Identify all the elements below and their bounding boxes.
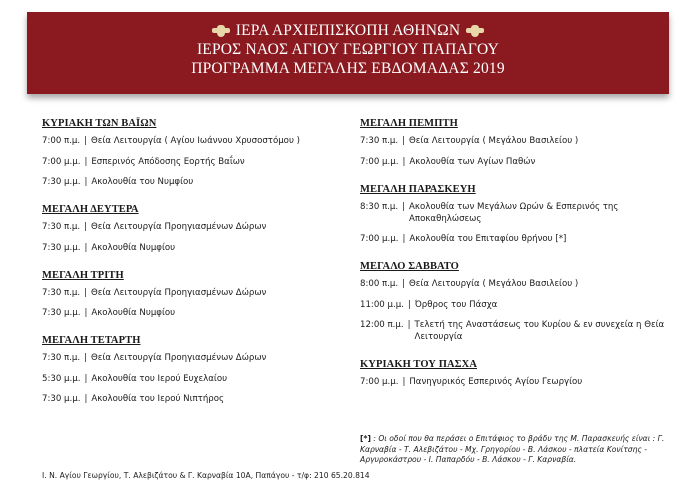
service-description: Θεία Λειτουργία Προηγιασμένων Δώρων <box>91 353 267 363</box>
separator: | <box>84 242 88 253</box>
service-description: Πανηγυρικός Εσπερινός Αγίου Γεωργίου <box>409 377 583 387</box>
day-section <box>360 118 670 168</box>
service-description: Θεία Λειτουργία Προηγιασμένων Δώρων <box>91 287 267 298</box>
separator: | <box>402 201 406 212</box>
separator: | <box>402 156 406 167</box>
service-description: Θεία Λειτουργία ( Μεγάλου Βασιλείου ) <box>409 136 579 146</box>
footer-address: Ι. Ν. Αγίου Γεωργίου, Τ. Αλεβιζάτου & Γ. Καρναβία 10Α, Παπάγου - τ/φ: 210 65.20.814 <box>42 471 370 480</box>
service-item <box>42 176 347 188</box>
service-time: 7:30 μ.μ. <box>42 308 81 318</box>
day-section <box>42 335 347 405</box>
service-item <box>360 201 670 225</box>
separator: | <box>84 287 88 298</box>
service-description: Ακολουθία του Ιερού Νιπτήρος <box>91 394 225 404</box>
separator: | <box>84 222 88 232</box>
header-banner <box>27 12 669 94</box>
service-time: 8:00 π.μ. <box>360 279 399 289</box>
archdiocese-title: ΙΕΡΑ ΑΡΧΙΕΠΙΣΚΟΠΗ ΑΘΗΝΩΝ <box>235 22 461 39</box>
service-time: 7:30 π.μ. <box>360 136 399 146</box>
church-title: ΙΕΡΟΣ ΝΑΟΣ ΑΓΙΟΥ ΓΕΩΡΓΙΟΥ ΠΑΠΑΓΟΥ <box>196 41 500 58</box>
service-time: 7:00 μ.μ. <box>42 156 81 167</box>
separator: | <box>402 234 406 244</box>
separator: | <box>84 156 88 167</box>
byzantine-eagle-icon <box>212 24 230 38</box>
note-marker: [*] <box>360 434 371 443</box>
day-heading: ΜΕΓΑΛΟ ΣΑΒΒΑΤΟ <box>360 261 459 272</box>
service-item <box>42 307 347 319</box>
separator: | <box>402 377 406 387</box>
service-time: 7:30 π.μ. <box>42 287 81 298</box>
day-section <box>42 204 347 254</box>
service-time: 7:00 μ.μ. <box>360 234 399 244</box>
separator: | <box>84 394 88 404</box>
day-heading: ΜΕΓΑΛΗ ΠΑΡΑΣΚΕΥΗ <box>360 183 476 195</box>
service-time: 12:00 π.μ. <box>360 320 404 330</box>
note-text: : Οι οδοί που θα περάσει ο Επιτάφιος το βράδυ της Μ. Παρασκευής είναι : Γ. Καρναβία - Τ. Αλεβιζάτου - Μχ. Γρηγορίου - Β. Λάσκου - πλατεία Κονίτσης - Αργυροκάστρου - Ι. Παπαρδόυ - Β. Λάσκου - Γ. Καρναβία. <box>360 434 665 464</box>
service-description: Ακολουθία του Νυμφίου <box>91 177 194 187</box>
service-description: Όρθρος του Πάσχα <box>414 299 498 310</box>
separator: | <box>84 353 88 363</box>
service-time: 7:30 π.μ. <box>42 353 81 363</box>
service-item <box>42 287 347 299</box>
service-item <box>360 299 670 311</box>
day-section <box>360 359 670 388</box>
service-item <box>360 135 670 147</box>
service-time: 7:00 π.μ. <box>42 136 81 146</box>
service-time: 7:30 μ.μ. <box>42 394 81 404</box>
separator: | <box>84 177 88 187</box>
day-section <box>42 270 347 320</box>
schedule-left-column <box>42 118 347 421</box>
service-item <box>42 373 347 385</box>
day-section <box>360 261 670 343</box>
service-item <box>42 135 347 147</box>
service-description: Θεία Λειτουργία ( Μεγάλου Βασιλείου ) <box>409 279 579 289</box>
service-item <box>360 278 670 290</box>
service-description: Τελετή της Αναστάσεως του Κυρίου & εν συνεχεία η Θεία Λειτουργία <box>414 320 665 342</box>
separator: | <box>407 299 411 310</box>
program-title: ΠΡΟΓΡΑΜΜΑ ΜΕΓΑΛΗΣ ΕΒΔΟΜΑΔΑΣ 2019 <box>191 60 505 77</box>
service-time: 7:30 π.μ. <box>42 222 81 232</box>
service-description: Ακολουθία του Επιταφίου θρήνου [*] <box>409 234 567 244</box>
service-description: Θεία Λειτουργία Προηγιασμένων Δώρων <box>91 222 267 232</box>
service-time: 7:30 μ.μ. <box>42 177 81 187</box>
day-heading: ΜΕΓΑΛΗ ΤΡΙΤΗ <box>42 269 124 281</box>
service-item <box>42 393 347 405</box>
byzantine-eagle-icon <box>466 24 484 38</box>
header-line-1 <box>27 21 669 40</box>
separator: | <box>402 136 406 146</box>
separator: | <box>84 308 88 318</box>
day-heading: ΜΕΓΑΛΗ ΔΕΥΤΕΡΑ <box>42 204 139 215</box>
service-description: Θεία Λειτουργία ( Αγίου Ιωάννου Χρυσοστόμου ) <box>91 136 300 146</box>
service-time: 7:00 μ.μ. <box>360 156 399 167</box>
service-item <box>42 352 347 364</box>
service-description: Εσπερινός Απόδοσης Εορτής Βαΐων <box>91 156 245 167</box>
schedule-right-column <box>360 118 670 404</box>
service-item <box>42 156 347 168</box>
service-time: 8:30 π.μ. <box>360 201 399 212</box>
service-item <box>360 319 670 343</box>
separator: | <box>402 279 406 289</box>
service-item <box>42 242 347 254</box>
service-item <box>360 233 670 245</box>
day-section <box>42 118 347 188</box>
day-heading: ΜΕΓΑΛΗ ΤΕΤΑΡΤΗ <box>42 335 141 346</box>
day-heading: ΜΕΓΑΛΗ ΠΕΜΠΤΗ <box>360 118 458 129</box>
service-time: 7:00 μ.μ. <box>360 377 399 387</box>
service-description: Ακολουθία των Μεγάλων Ωρών & Εσπερινός της Αποκαθηλώσεως <box>409 201 619 224</box>
service-time: 7:30 μ.μ. <box>42 242 81 253</box>
service-time: 11:00 μ.μ. <box>360 299 404 310</box>
service-item <box>360 376 670 388</box>
service-description: Ακολουθία Νυμφίου <box>91 308 176 318</box>
service-item <box>360 156 670 168</box>
separator: | <box>84 136 88 146</box>
day-section <box>360 184 670 246</box>
separator: | <box>407 320 411 330</box>
procession-note <box>360 434 680 466</box>
service-description: Ακολουθία του Ιερού Ευχελαίου <box>91 373 228 384</box>
service-time: 5:30 μ.μ. <box>42 373 81 384</box>
separator: | <box>84 373 88 384</box>
service-description: Ακολουθία των Αγίων Παθών <box>409 156 536 167</box>
day-heading: ΚΥΡΙΑΚΗ ΤΩΝ ΒΑΪΩΝ <box>42 118 157 129</box>
day-heading: ΚΥΡΙΑΚΗ ΤΟΥ ΠΑΣΧΑ <box>360 359 477 370</box>
service-description: Ακολουθία Νυμφίου <box>91 242 176 253</box>
service-item <box>42 221 347 233</box>
